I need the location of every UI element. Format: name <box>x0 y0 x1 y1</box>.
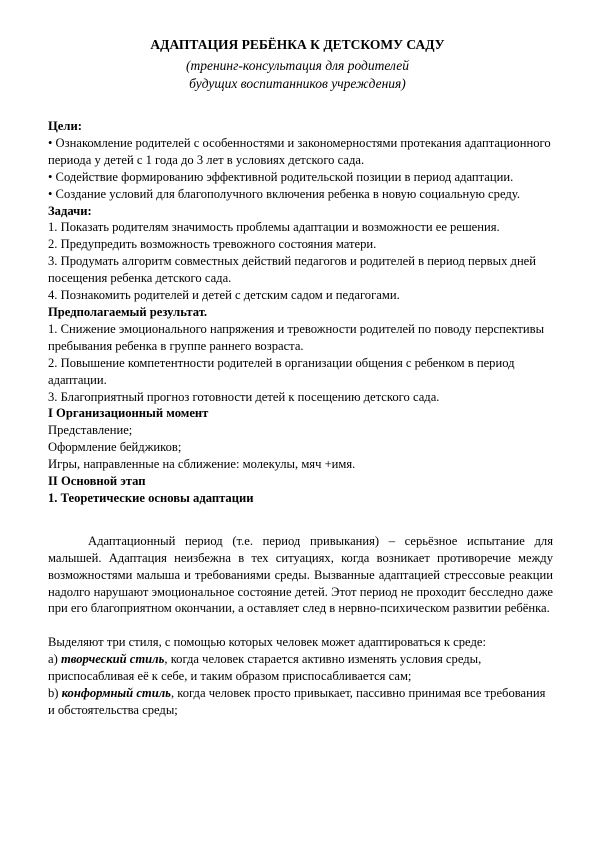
task-item: 2. Предупредить возможность тревожного состояния матери. <box>48 237 377 252</box>
task-item: 4. Познакомить родителей и детей с детским садом и педагогами. <box>48 288 400 303</box>
stage1-item: Игры, направленные на сближение: молекулы, мяч +имя. <box>48 457 356 472</box>
result-item: 3. Благоприятный прогноз готовности детей к посещению детского сада. <box>48 389 440 404</box>
stage1-heading: I Организационный момент <box>48 406 209 421</box>
goal-item: • Ознакомление родителей с особенностями и закономерностями протекания адаптационного периода у детей с 1 года до 3 лет в условиях детского сада. <box>48 135 551 167</box>
style-a-prefix: а) <box>48 652 61 667</box>
goals-heading: Цели: <box>48 119 82 133</box>
styles-intro: Выделяют три стиля, с помощью которых человек может адаптироваться к среде: <box>48 635 486 650</box>
stage2-heading: II Основной этап <box>48 474 146 489</box>
result-item: 2. Повышение компетентности родителей в организации общения с ребенком в период адаптации. <box>48 355 515 387</box>
document-title: АДАПТАЦИЯ РЕБЁНКА К ДЕТСКОМУ САДУ <box>150 37 445 52</box>
goal-item: • Создание условий для благополучного включения ребенка в новую социальную среду. <box>48 186 520 201</box>
style-b <box>48 685 553 719</box>
results-heading: Предполагаемый результат. <box>48 304 208 319</box>
task-item: 1. Показать родителям значимость проблемы адаптации и возможности ее решения. <box>48 220 500 235</box>
tasks-heading: Задачи: <box>48 203 92 218</box>
style-b-text: , когда человек просто привыкает, пассивно принимая все требования и обстоятельства среды; <box>48 686 546 717</box>
style-a <box>48 651 553 685</box>
stage1-item: Представление; <box>48 423 133 438</box>
adaptation-paragraph: Адаптационный период (т.е. период привыкания) – серьёзное испытание для малышей. Адаптация неизбежна в тех ситуациях, когда возникает противоречие между возможностями малыша и требованиями среды. Вызванные адаптацией стрессовые реакции надолго нарушают эмоциональное состояние детей. Этот период не проходит бесследно даже при его благоприятном окончании, а оставляет след в нервно-психическом развитии ребёнка. <box>48 533 553 616</box>
goal-item: • Содействие формированию эффективной родительской позиции в период адаптации. <box>48 169 514 184</box>
style-a-term: творческий стиль <box>60 652 165 667</box>
style-b-term: конформный стиль <box>61 686 171 701</box>
result-item: 1. Снижение эмоционального напряжения и тревожности родителей по поводу перспективы пребывания ребенка в группе раннего возраста. <box>48 321 545 353</box>
stage1-item: Оформление бейджиков; <box>48 440 182 455</box>
document-body <box>48 118 553 719</box>
style-a-text: , когда человек старается активно изменять условия среды, приспосабливая её к себе, и таким образом приспосабливается сам; <box>48 652 482 684</box>
document-subtitle-line2: будущих воспитанников учреждения) <box>189 76 406 91</box>
document-subtitle-line1: (тренинг-консультация для родителей <box>186 58 409 73</box>
style-b-prefix: b) <box>48 686 62 701</box>
stage2-subheading: 1. Теоретические основы адаптации <box>48 490 254 505</box>
task-item: 3. Продумать алгоритм совместных действий педагогов и родителей в период первых дней посещения ребенка детского сада. <box>48 254 537 286</box>
